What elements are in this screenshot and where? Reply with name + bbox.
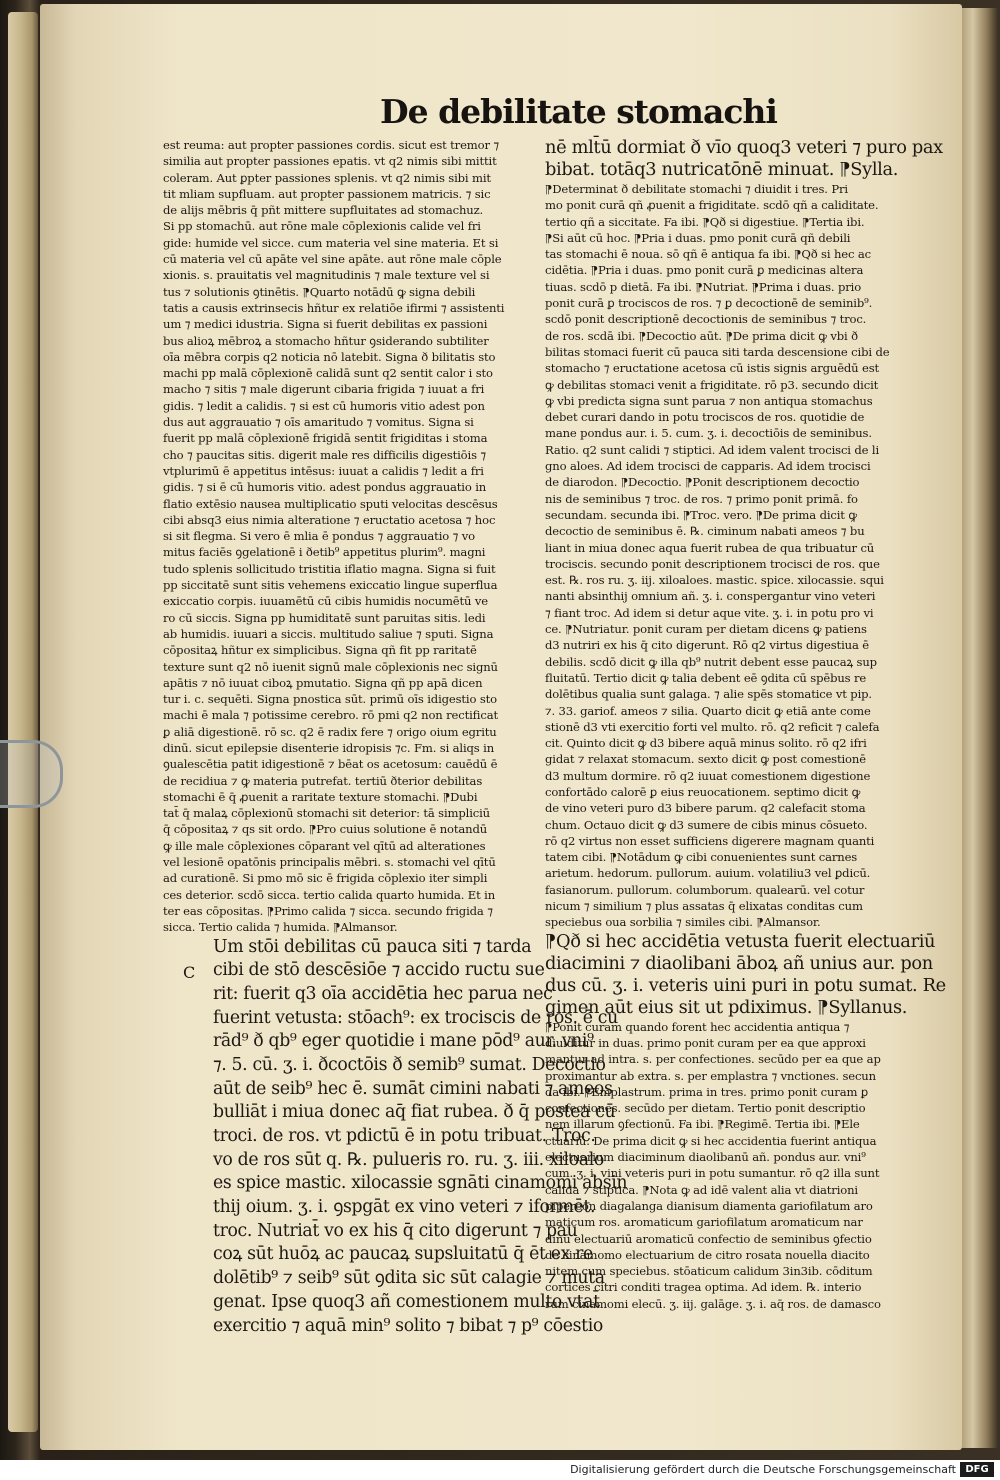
text-line: ⁋Qð si hec accidētia vetusta fuerit electuariū bbox=[545, 930, 936, 952]
text-line: est. ℞. ros ru. ʒ. iij. xiloaloes. mastic. spice. xilocassie. squi bbox=[545, 573, 884, 588]
text-line: mantur ad intra. s. per confectiones. secūdo per ea que ap bbox=[545, 1052, 881, 1067]
left-page-edge bbox=[8, 12, 38, 1432]
text-line: pp siccitatē sunt sitis vehemens exiccatio lingue superflua bbox=[163, 578, 498, 593]
text-line: um ⁊ medici idustria. Signa si fuerit debilitas ex passioni bbox=[163, 317, 488, 332]
text-line: genat. Ipse quoq3 añ comestionem multo vtat̄ bbox=[213, 1291, 600, 1312]
right-page-edge bbox=[962, 8, 998, 1448]
text-line: fluitatū. Tertio dicit ꝙ talia debent eē ꝯdita cū spēbus re bbox=[545, 670, 867, 685]
text-line: cibi de stō descēsiōe ⁊ accido ructu sue bbox=[213, 960, 545, 981]
right-large-text-bottom bbox=[545, 930, 946, 1019]
text-line: tit mliam supfluam. aut propter passionem matricis. ⁊ sic bbox=[163, 186, 491, 201]
text-line: cibi absq3 eius nimia alteratione ⁊ eructatio acetosa ⁊ hoc bbox=[163, 512, 496, 527]
text-line: fuerint vetusta: stōach⁹: ex trociscis de ros. ē cu bbox=[213, 1007, 618, 1028]
text-line: macho ⁊ sitis ⁊ male digerunt cibaria frigida ⁊ iuuat a fri bbox=[163, 382, 485, 397]
left-large-text-block bbox=[163, 936, 628, 1339]
right-commentary-block-2 bbox=[545, 1019, 913, 1312]
text-line: cū materia vel cū apāte vel sine apāte. aut rōne male cōple bbox=[163, 252, 502, 267]
text-line: Um stōi debilitas cū pauca siti ⁊ tarda bbox=[213, 936, 532, 957]
text-line: vel lesionē opatōnis principalis mēbri. s. stomachi vel qītū bbox=[163, 855, 496, 870]
text-line: gidis. ⁊ ledit a calidis. ⁊ si est cū humoris vitio adest pon bbox=[163, 398, 485, 413]
text-line: de diarodon. ⁋Decoctio. ⁋Ponit descriptionem decoctio bbox=[545, 475, 860, 490]
text-line: ces deterior. scdō sicca. tertio calida quarto humida. Et in bbox=[163, 887, 496, 902]
text-line: dus cū. ʒ. i. veteris uini puri in potu sumat. Re bbox=[545, 974, 946, 996]
text-line: ctuariū. De prima dicit ꝙ si hec accidentia fuerint antiqua bbox=[545, 1133, 877, 1148]
text-line: ꝙ vbi predicta signa sunt parua ⁊ non antiqua stomachus bbox=[545, 393, 873, 408]
text-line: ꝙ ille male cōplexiones cōparant vel qītū ad alterationes bbox=[163, 838, 486, 853]
text-line: cortices citri conditi tragea optima. Ad idem. ℞. interio bbox=[545, 1280, 862, 1295]
text-line: bilitas stomaci fuerit cū pauca siti tarda descensione cibi de bbox=[545, 344, 890, 359]
text-line: dolētibus qualia sunt galaga. ⁊ alie spēs stomatice vt pip. bbox=[545, 687, 872, 702]
text-line: q̄ cōpositaꝝ ⁊ qs sit ordo. ⁋Pro cuius solutione ē notandū bbox=[163, 822, 488, 837]
text-line: dus aut aggrauatio ⁊ oīs amaritudo ⁊ vomitus. Signa si bbox=[163, 415, 474, 430]
text-line: fuerit pp malā cōplexionē frigidā sentit frigiditas i stoma bbox=[163, 431, 488, 446]
text-line: ⁋Si aūt cū hoc. ⁋Pria i duas. pmo ponit curā qñ debili bbox=[545, 230, 851, 245]
text-line: tatem cibi. ⁋Notādum ꝙ cibi conuenientes sunt carnes bbox=[545, 850, 858, 865]
dfg-logo: DFG bbox=[960, 1462, 994, 1477]
text-line: da ibi. ⁋Emplastrum. prima in tres. primo ponit curam ꝑ bbox=[545, 1084, 869, 1099]
text-line: fasianorum. pullorum. columborum. qualearū. vel cotur bbox=[545, 882, 865, 897]
footer-credit: Digitalisierung gefördert durch die Deutsche Forschungsgemeinschaft bbox=[570, 1463, 956, 1476]
text-line: aūt de seib⁹ hec ē. sumāt cimini nabati ⁊ ameos bbox=[213, 1078, 613, 1099]
text-line: oīa mēbra corpis q2 noticia nō latebit. Signa ð bilitatis sto bbox=[163, 349, 496, 364]
text-line: d3 nutriri ex his q̄ cito digerunt. Rō q2 virtus digestiua ē bbox=[545, 638, 869, 653]
text-line: ter eas cōpositas. ⁋Primo calida ⁊ sicca. secundo frigida ⁊ bbox=[163, 903, 493, 918]
text-line: Ratio. q2 sunt calidi ⁊ stiptici. Ad idem valent trocisci de li bbox=[545, 442, 880, 457]
text-line: nanti absinthij omnium añ. ʒ. i. conspergantur vino veteri bbox=[545, 589, 876, 604]
text-line: proximantur ab extra. s. per emplastra ⁊ vnctiones. secun bbox=[545, 1068, 876, 1083]
running-header: De debilitate stomachi bbox=[380, 92, 777, 131]
text-line: ⁊. 33. gariof. ameos ⁊ silia. Quarto dicit ꝙ etiā ante come bbox=[545, 703, 871, 718]
text-line: cit. Quinto dicit ꝙ d3 bibere aquā minus solito. rō q2 ifri bbox=[545, 736, 867, 751]
text-line: rō q2 virtus non esset sufficiens digerere magnam quanti bbox=[545, 833, 875, 848]
text-line: arietum. hedorum. pullorum. auium. volatiliu3 vel ꝑdicū. bbox=[545, 866, 871, 881]
text-line: thij oium. ʒ. i. ꝯspgāt ex vino veteri ⁊ iformēt. bbox=[213, 1197, 596, 1218]
text-line: rum cinamomi elecū. ʒ. iij. galāge. ʒ. i. aq̄ ros. de damasco bbox=[545, 1296, 881, 1311]
right-column bbox=[545, 137, 946, 1317]
text-line: electuarium diaciminum diaolibanū añ. pondus aur. vni⁹ bbox=[545, 1150, 866, 1165]
text-line: sicca. Tertio calida ⁊ humida. ⁋Almansor. bbox=[163, 920, 398, 935]
text-line: tiuas. scdō p dietā. Fa ibi. ⁋Nutriat. ⁋Prima i duas. prio bbox=[545, 279, 862, 294]
text-line: nis de seminibus ⁊ troc. de ros. ⁊ primo ponit primā. fo bbox=[545, 491, 858, 506]
text-line: diuiditur in duas. primo ponit curam per ea que approxi bbox=[545, 1035, 866, 1050]
text-line: gide: humide vel sicce. cum materia vel sine materia. Et si bbox=[163, 235, 499, 250]
text-line: diacimini ⁊ diaolibani āboꝝ añ unius aur. pon bbox=[545, 952, 933, 974]
left-text-block bbox=[163, 137, 536, 936]
text-line: de recidiua ⁊ ꝙ materia putrefat. tertiū ðterior debilitas bbox=[163, 773, 483, 788]
text-line: tertio qñ a siccitate. Fa ibi. ⁋Qð si digestiue. ⁋Tertia ibi. bbox=[545, 214, 865, 229]
text-line: coꝝ sūt huōꝝ ac paucaꝝ supsluitatū q̄ ēt ex re bbox=[213, 1244, 593, 1265]
text-line: debet curari dando in potu trociscos de ros. quotidie de bbox=[545, 410, 865, 425]
text-line: troci. de ros. vt pdictū ē in potu tribuat. Troc. bbox=[213, 1126, 596, 1147]
section-letter: C bbox=[183, 963, 196, 982]
text-line: decoctio de seminibus ē. ℞. ciminum nabati ameos ⁊ bu bbox=[545, 524, 865, 539]
text-line: si sit flegma. Si vero ē mlia ē pondus ⁊ aggrauatio ⁊ vo bbox=[163, 529, 475, 544]
text-line: chum. Octauo dicit ꝙ d3 sumere de cibis minus cōsueto. bbox=[545, 817, 868, 832]
text-line: bus alioꝝ mēbroꝝ a stomacho hñtur ꝯsiderando subtiliter bbox=[163, 333, 489, 348]
text-line: gidis. ⁊ si ē cū humoris vitio. adest pondus aggrauatio in bbox=[163, 480, 487, 495]
text-line: gimen aūt eius sit ut pdiximus. ⁋Syllanus. bbox=[545, 996, 908, 1018]
text-line: rād⁹ ð qb⁹ eger quotidie i mane pōd⁹ aur. vni⁹ bbox=[213, 1031, 594, 1052]
text-line: coleram. Aut ꝑpter passiones splenis. vt q2 nimis sibi mit bbox=[163, 170, 491, 185]
text-line: ꝑ aliā digestionē. rō sc. q2 ē radix fere ⁊ origo oium egritu bbox=[163, 724, 497, 739]
text-line: de ros. scdā ibi. ⁋Decoctio aūt. ⁋De prima dicit ꝙ vbi ð bbox=[545, 328, 858, 343]
text-line: dolētib⁹ ⁊ seib⁹ sūt ꝯdita sic sūt calagie ⁊ muta bbox=[213, 1268, 605, 1289]
text-line: de cinamomo electuarium de citro rosata nouella diacito bbox=[545, 1247, 870, 1262]
text-line: debilis. scdō dicit ꝙ illa qb⁹ nutrit debent esse paucaꝝ sup bbox=[545, 654, 877, 669]
text-line: Si pp stomachū. aut rōne male cōplexionis calide vel fri bbox=[163, 219, 481, 234]
text-line: stomacho ⁊ eructatione acetosa cū istis signis arguēdū est bbox=[545, 361, 880, 376]
text-line: mane pondus aur. i. 5. cum. ʒ. i. decoctiōis de seminibus. bbox=[545, 426, 872, 441]
text-line: apātis ⁊ nō iuuat ciboꝝ pmutatio. Signa qñ pp apā dicen bbox=[163, 675, 483, 690]
text-line: gidat ⁊ relaxat stomacum. sexto dicit ꝙ post comestionē bbox=[545, 752, 866, 767]
text-line: maticum ros. aromaticum gariofilatum aromaticum nar bbox=[545, 1215, 863, 1230]
text-line: pipereon diagalanga dianisum diamenta gariofilatum aro bbox=[545, 1198, 873, 1213]
text-line: tatis a causis extrinsecis hñtur ex relatiōe ifirmi ⁊ assistenti bbox=[163, 300, 505, 315]
text-line: tur i. c. sequēti. Signa pnostica sūt. primū oīs idigestio sto bbox=[163, 692, 497, 707]
text-line: tudo splenis sollicitudo tristitia iflatio magna. Signa si fuit bbox=[163, 561, 496, 576]
text-line: machi pp malā cōplexionē calidā sunt q2 sentit calor i sto bbox=[163, 366, 493, 381]
text-line: cum. ʒ. i. vini veteris puri in potu sumantur. rō q2 illa sunt bbox=[545, 1166, 880, 1181]
text-line: calida ⁊ stiptica. ⁋Nota ꝙ ad idē valent alia vt diatrioni bbox=[545, 1182, 858, 1197]
text-line: ab humidis. iuuari a siccis. multitudo saliue ⁊ sputi. Signa bbox=[163, 626, 494, 641]
text-line: stomachi ē q̄ ꝓuenit a raritate texture stomachi. ⁋Dubi bbox=[163, 789, 478, 804]
text-line: dinū electuariū aromaticū confectio de seminibus ꝯfectio bbox=[545, 1231, 872, 1246]
text-line: similia aut propter passiones epatis. vt q2 nimis sibi mittit bbox=[163, 154, 497, 169]
text-line: es spice mastic. xilocassie sgnāti cinamomi absin bbox=[213, 1173, 628, 1194]
footer-bar bbox=[0, 1460, 1000, 1480]
text-line: nicum ⁊ similium ⁊ plus assatas q̄ elixatas conditas cum bbox=[545, 899, 863, 914]
text-line: confectiones. secūdo per dietam. Tertio ponit descriptio bbox=[545, 1101, 866, 1116]
text-line: liant in miua donec aqua fuerit rubea de qua tribuatur cū bbox=[545, 540, 875, 555]
text-line: ponit curā ꝑ trociscos de ros. ⁊ ꝑ decoctionē de seminib⁹. bbox=[545, 296, 873, 311]
text-line: cidētia. ⁋Pria i duas. pmo ponit curā ꝑ medicinas altera bbox=[545, 263, 864, 278]
text-line: ⁊ fiant troc. Ad idem si detur aque vite. ʒ. i. in potu pro vi bbox=[545, 605, 874, 620]
text-line: confortādo calorē ꝑ eius reuocationem. septimo dicit ꝙ bbox=[545, 784, 861, 799]
right-commentary-block bbox=[545, 181, 913, 931]
text-line: dinū. sicut epilepsie disenterie idropisis ⁊c. Fm. si aliqs in bbox=[163, 740, 495, 755]
text-line: xionis. s. prauitatis vel magnitudinis ⁊ male texture vel si bbox=[163, 268, 490, 283]
text-line: de vino veteri puro d3 bibere parum. q2 calefacit stoma bbox=[545, 801, 866, 816]
text-line: tus ⁊ solutionis ꝯtinētis. ⁋Quarto notādū ꝙ signa debili bbox=[163, 284, 476, 299]
text-line: ꝙ debilitas stomaci venit a frigiditate. rō p3. secundo dicit bbox=[545, 377, 879, 392]
text-line: nitem cum speciebus. stōaticum calidum 3in3ib. cōditum bbox=[545, 1264, 873, 1279]
text-line: ⁋Determinat ð debilitate stomachi ⁊ diuidit i tres. Pri bbox=[545, 182, 848, 196]
text-line: de alijs mēbris q̄ pñt mittere supfluitates ad stomachuz. bbox=[163, 203, 484, 218]
text-line: machi ē mala ⁊ potissime cerebro. rō pmi q2 non rectificat bbox=[163, 708, 498, 723]
text-line: scdō ponit descriptionē decoctionis de seminibus ⁊ troc. bbox=[545, 312, 867, 327]
text-line: bibat. totāq3 nutricatōnē minuat. ⁋Sylla. bbox=[545, 159, 899, 180]
text-line: nem illarum ꝯfectionū. Fa ibi. ⁋Regimē. Tertia ibi. ⁋Ele bbox=[545, 1117, 860, 1132]
text-line: est reuma: aut propter passiones cordis. sicut est tremor ⁊ bbox=[163, 138, 500, 152]
text-line: d3 multum dormire. rō q2 iuuat comestionem digestione bbox=[545, 768, 871, 783]
left-column bbox=[163, 137, 628, 1336]
text-line: cho ⁊ paucitas sitis. digerit male res difficilis digestiōis ⁊ bbox=[163, 447, 487, 462]
text-line: troc. Nutriat̄ vo ex his q̄ cito digerunt ⁊ pau bbox=[213, 1220, 578, 1241]
text-line: stionē d3 vti exercitio forti vel multo. rō. q2 reficit ⁊ calefa bbox=[545, 719, 880, 734]
text-line: secundam. secunda ibi. ⁋Troc. vero. ⁋De prima dicit ꝙ bbox=[545, 507, 857, 522]
page-clip bbox=[0, 740, 63, 808]
text-line: speciebus oua sorbilia ⁊ similes cibi. ⁋Almansor. bbox=[545, 915, 821, 930]
text-line: cōpositaꝝ hñtur ex simplicibus. Signa qñ fit pp raritatē bbox=[163, 643, 477, 658]
text-line: ro cū siccis. Signa pp humiditatē sunt paruitas sitis. ledi bbox=[163, 610, 486, 625]
text-line: tas stomachi ē noua. sō qñ ē antiqua fa ibi. ⁋Qð si hec ac bbox=[545, 247, 871, 262]
text-line: ⁋Ponit curam quando forent hec accidentia antiqua ⁊ bbox=[545, 1019, 850, 1034]
text-line: exiccatio corpis. iuuamētū cū cibis humidis nocumētū ve bbox=[163, 594, 488, 609]
text-line: exercitio ⁊ aquā min⁹ solito ⁊ bibat ⁊ p⁹ cōestio bbox=[213, 1315, 603, 1336]
text-line: vo de ros sūt q. ℞. pulueris ro. ru. ʒ. iii. xiloalo bbox=[213, 1149, 604, 1170]
text-line: ce. ⁋Nutriatur. ponit curam per dietam dicens ꝙ patiens bbox=[545, 622, 867, 637]
text-line: ꝯualescētia patit idigestionē ⁊ bēat os acetosum: cauēdū ē bbox=[163, 757, 498, 772]
text-line: gno aloes. Ad idem trocisci de capparis. Ad idem trocisci bbox=[545, 459, 871, 474]
text-line: trociscis. secundo ponit descriptionem trocisci de ros. que bbox=[545, 556, 880, 571]
right-large-text-top bbox=[545, 137, 943, 181]
text-line: vtplurimū ē appetitus intēsus: iuuat a calidis ⁊ ledit a fri bbox=[163, 463, 484, 478]
text-line: rit: fuerit q3 oīa accidētia hec parua nec bbox=[213, 983, 553, 1004]
text-line: nē mlt̄ū dormiat ð vīo quoq3 veteri ⁊ puro pax bbox=[545, 137, 943, 158]
text-line: ⁊. 5. cū. ʒ. i. ðcoctōis ð semib⁹ sumat. Decoctio bbox=[213, 1054, 606, 1075]
text-line: flatio extēsio nausea multiplicatio sputi velocitas descēsus bbox=[163, 496, 498, 511]
text-line: bulliāt i miua donec aq̄ fiat rubea. ð q̄ postea cū bbox=[213, 1102, 616, 1123]
text-line: mo ponit curā qñ ꝓuenit a frigiditate. scdō qñ a caliditate. bbox=[545, 198, 879, 213]
text-line: ad curationē. Si pmo mō sic ē frigida cōplexio iter simpli bbox=[163, 871, 488, 886]
text-line: mitus faciēs ꝯgelationē i ðetib⁹ appetitus plurim⁹. magni bbox=[163, 545, 486, 560]
text-line: tat̄ q̄ malaꝝ cōplexionū stomachi sit deterior: tā simpliciū bbox=[163, 806, 490, 821]
text-line: texture sunt q2 nō iuenit signū male cōplexionis nec signū bbox=[163, 659, 498, 674]
